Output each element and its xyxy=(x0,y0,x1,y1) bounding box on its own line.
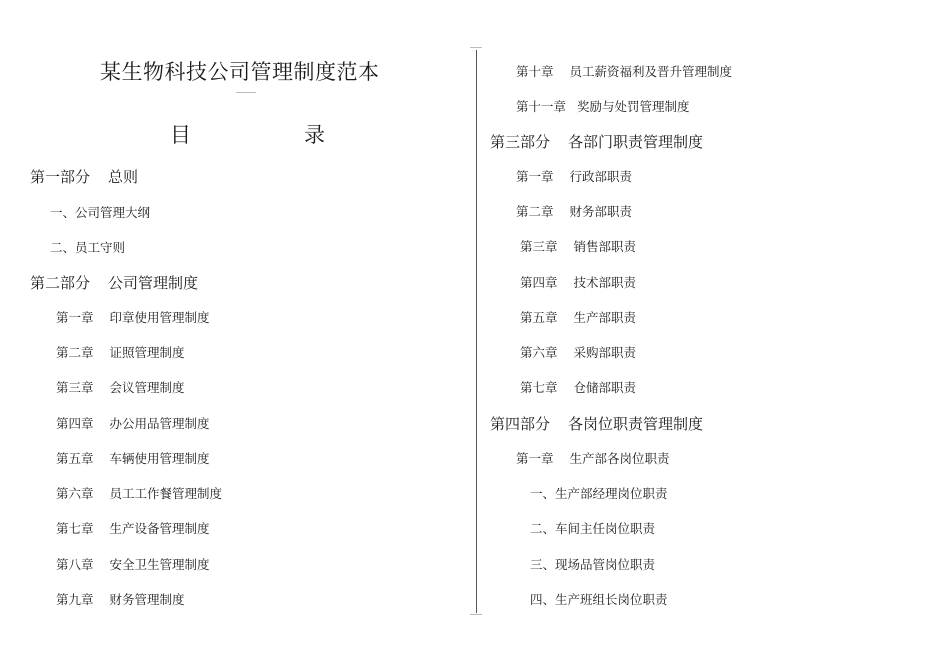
chapter-title: 销售部职责 xyxy=(573,239,637,254)
toc-chapter[interactable] xyxy=(56,590,185,608)
toc-item-outline[interactable]: 一、公司管理大纲 xyxy=(50,205,151,220)
toc-chapter[interactable] xyxy=(56,378,185,396)
part-label: 第三部分 xyxy=(490,133,551,151)
chapter-title: 财务管理制度 xyxy=(109,592,185,607)
toc-part-1[interactable] xyxy=(30,166,138,187)
title-underline-mark xyxy=(236,92,256,93)
toc-item-production-manager[interactable]: 一、生产部经理岗位职责 xyxy=(530,486,668,501)
chapter-number: 第八章 xyxy=(56,557,94,572)
toc-chapter[interactable] xyxy=(520,378,636,396)
chapter-title: 办公用品管理制度 xyxy=(109,416,210,431)
toc-chapter[interactable] xyxy=(520,343,636,361)
chapter-number: 第一章 xyxy=(516,169,554,184)
part-name: 公司管理制度 xyxy=(108,274,199,292)
document-title: 某生物科技公司管理制度范本 xyxy=(100,60,380,84)
divider-top-mark xyxy=(470,47,482,48)
chapter-number: 第四章 xyxy=(56,416,94,431)
toc-chapter[interactable] xyxy=(516,97,690,115)
part-name: 总则 xyxy=(108,168,139,186)
chapter-number: 第七章 xyxy=(520,380,558,395)
toc-chapter[interactable] xyxy=(56,343,185,361)
chapter-number: 第四章 xyxy=(520,275,558,290)
part-label: 第四部分 xyxy=(490,415,551,433)
toc-chapter[interactable] xyxy=(520,273,636,291)
toc-heading-right: 录 xyxy=(304,123,325,147)
chapter-title: 财务部职责 xyxy=(569,204,633,219)
toc-heading-left: 目 xyxy=(170,123,191,147)
toc-item-workshop-director[interactable]: 二、车间主任岗位职责 xyxy=(530,521,656,536)
toc-chapter[interactable] xyxy=(516,449,670,467)
chapter-number: 第七章 xyxy=(56,521,94,536)
part-label: 第二部分 xyxy=(30,274,91,292)
chapter-title: 员工薪资福利及晋升管理制度 xyxy=(569,64,733,79)
toc-chapter[interactable] xyxy=(516,62,732,80)
chapter-title: 生产部职责 xyxy=(573,310,637,325)
chapter-number: 第六章 xyxy=(56,486,94,501)
chapter-title: 技术部职责 xyxy=(573,275,637,290)
toc-chapter[interactable] xyxy=(56,555,210,573)
toc-chapter[interactable] xyxy=(56,519,210,537)
toc-part-3[interactable] xyxy=(490,131,703,152)
toc-part-4[interactable] xyxy=(490,413,703,434)
toc-chapter[interactable] xyxy=(520,308,636,326)
chapter-number: 第三章 xyxy=(56,380,94,395)
chapter-title: 安全卫生管理制度 xyxy=(109,557,210,572)
chapter-title: 生产部各岗位职责 xyxy=(569,451,670,466)
chapter-number: 第三章 xyxy=(520,239,558,254)
toc-chapter[interactable] xyxy=(56,449,210,467)
chapter-title: 奖励与处罚管理制度 xyxy=(577,99,690,114)
chapter-title: 行政部职责 xyxy=(569,169,633,184)
chapter-title: 仓储部职责 xyxy=(573,380,637,395)
toc-item-quality-control[interactable]: 三、现场品管岗位职责 xyxy=(530,557,656,572)
chapter-number: 第九章 xyxy=(56,592,94,607)
part-name: 各岗位职责管理制度 xyxy=(568,415,704,433)
chapter-number: 第二章 xyxy=(56,345,94,360)
toc-part-2[interactable] xyxy=(30,272,198,293)
chapter-number: 第十章 xyxy=(516,64,554,79)
toc-item-team-leader[interactable]: 四、生产班组长岗位职责 xyxy=(530,592,668,607)
part-label: 第一部分 xyxy=(30,168,91,186)
chapter-number: 第一章 xyxy=(516,451,554,466)
toc-chapter[interactable] xyxy=(56,414,210,432)
divider-bottom-mark xyxy=(470,614,482,615)
column-divider xyxy=(476,50,477,613)
toc-chapter[interactable] xyxy=(520,237,636,255)
chapter-title: 印章使用管理制度 xyxy=(109,310,210,325)
chapter-number: 第一章 xyxy=(56,310,94,325)
chapter-number: 第六章 xyxy=(520,345,558,360)
toc-item-employee-code[interactable]: 二、员工守则 xyxy=(50,240,126,255)
toc-chapter[interactable] xyxy=(516,167,632,185)
toc-chapter[interactable] xyxy=(516,202,632,220)
toc-chapter[interactable] xyxy=(56,484,222,502)
part-name: 各部门职责管理制度 xyxy=(568,133,704,151)
chapter-number: 第二章 xyxy=(516,204,554,219)
chapter-number: 第五章 xyxy=(520,310,558,325)
chapter-title: 生产设备管理制度 xyxy=(109,521,210,536)
chapter-title: 会议管理制度 xyxy=(109,380,185,395)
chapter-title: 车辆使用管理制度 xyxy=(109,451,210,466)
toc-chapter[interactable] xyxy=(56,308,210,326)
chapter-title: 采购部职责 xyxy=(573,345,637,360)
chapter-number: 第十一章 xyxy=(516,99,567,114)
chapter-number: 第五章 xyxy=(56,451,94,466)
chapter-title: 员工工作餐管理制度 xyxy=(109,486,223,501)
chapter-title: 证照管理制度 xyxy=(109,345,185,360)
